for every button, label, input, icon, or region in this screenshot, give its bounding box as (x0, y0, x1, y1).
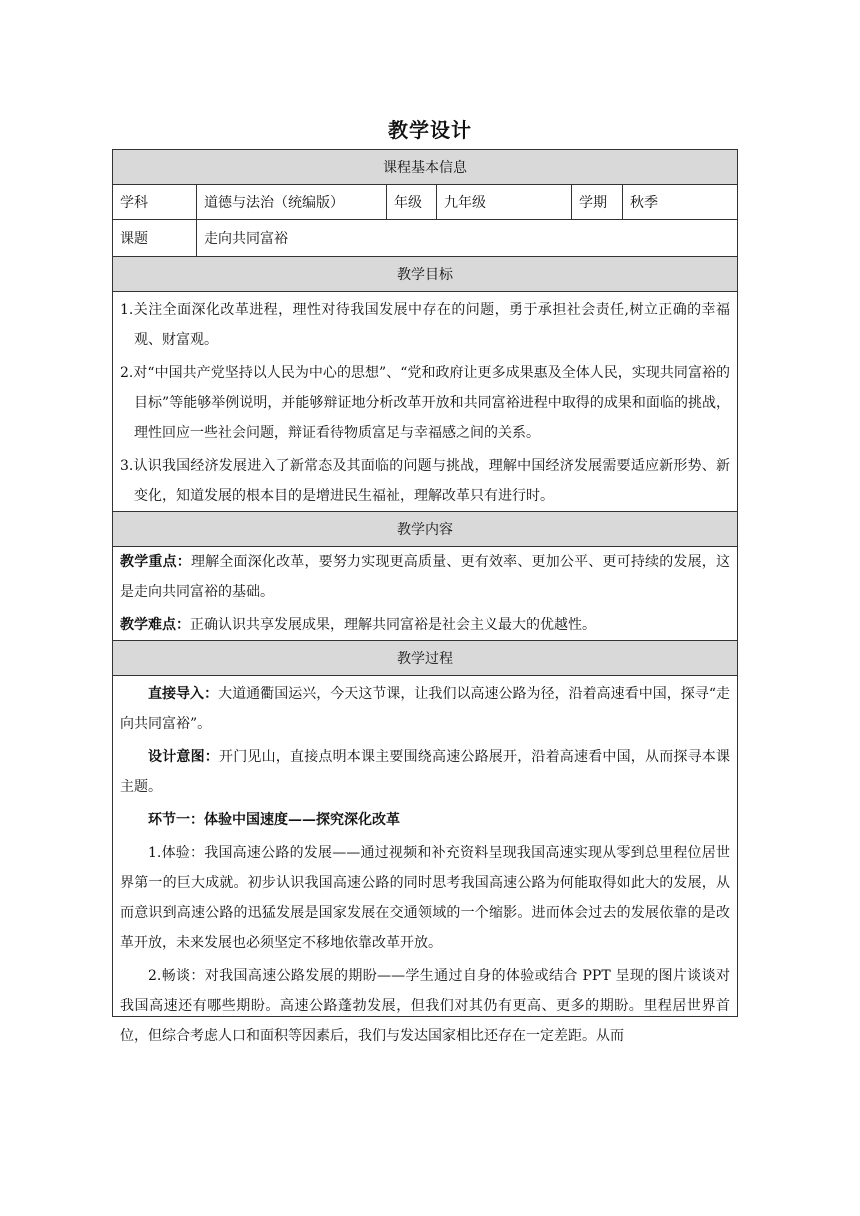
process-header-row (113, 641, 738, 676)
objectives-header: 教学目标 (113, 257, 738, 292)
subject-value: 道德与法治（统编版） (197, 185, 387, 220)
process-header: 教学过程 (113, 641, 738, 676)
process-intro (120, 679, 730, 739)
objectives-cell (113, 292, 738, 512)
intro-text: 大道通衢国运兴，今天这节课，让我们以高速公路为径，沿着高速看中国，探寻“走向共同富裕”。 (120, 686, 731, 732)
subject-label: 学科 (113, 185, 197, 220)
basic-info-header-row (113, 150, 738, 185)
key-point-label: 教学重点： (120, 554, 191, 570)
intent-label: 设计意图： (148, 749, 219, 765)
process-row (113, 676, 738, 1017)
process-intent (120, 742, 730, 802)
topic-value: 走向共同富裕 (197, 220, 738, 257)
step1-title: 环节一：体验中国速度——探究深化改革 (148, 812, 400, 828)
term-label: 学期 (572, 185, 623, 220)
process-content (120, 679, 731, 1044)
content-cell (113, 547, 738, 641)
intent-text: 开门见山，直接点明本课主要围绕高速公路展开，沿着高速看中国，从而探寻本课主题。 (120, 749, 730, 795)
content-row (113, 547, 738, 641)
content-header-row (113, 512, 738, 547)
objectives-row (113, 292, 738, 512)
basic-info-header: 课程基本信息 (113, 150, 738, 185)
topic-label: 课题 (113, 220, 197, 257)
topic-row (113, 220, 738, 257)
term-value: 秋季 (623, 185, 738, 220)
difficulty-text: 正确认识共享发展成果，理解共同富裕是社会主义最大的优越性。 (190, 617, 596, 633)
intro-label: 直接导入： (148, 686, 219, 702)
basic-info-row (113, 185, 738, 220)
objective-item-1: 1.关注全面深化改革进程，理性对待我国发展中存在的问题，勇于承担社会责任,树立正确的幸福观、财富观。 (120, 302, 730, 348)
objective-item-2: 2.对“中国共产党坚持以人民为中心的思想”、“党和政府让更多成果惠及全体人民，实现共同富裕的目标”等能够举例说明，并能够辩证地分析改革开放和共同富裕进程中取得的成果和面临的挑战，理性回应一些社会问题，辩证看待物质富足与幸福感之间的关系。 (120, 365, 730, 441)
grade-value: 九年级 (437, 185, 572, 220)
key-point (120, 547, 730, 607)
document-title: 教学设计 (388, 118, 472, 142)
difficulty-label: 教学难点： (120, 617, 190, 633)
step1-paragraph-1: 1.体验：我国高速公路的发展——通过视频和补充资料呈现我国高速实现从零到总里程位居世界第一的巨大成就。初步认识我国高速公路的同时思考我国高速公路为何能取得如此大的发展，从而意识到高速公路的迅猛发展是国家发展在交通领域的一个缩影。进而体会过去的发展依靠的是改革开放，未来发展也必须坚定不移地依靠改革开放。 (120, 845, 730, 951)
content-header: 教学内容 (113, 512, 738, 547)
step1-paragraph-2: 2.畅谈：对我国高速公路发展的期盼——学生通过自身的体验或结合 PPT 呈现的图片谈谈对我国高速还有哪些期盼。高速公路蓬勃发展，但我们对其仍有更高、更多的期盼。里程居世界首位，但综合考虑人口和面积等因素后，我们与发达国家相比还存在一定差距。从而 (120, 968, 730, 1044)
lesson-plan-table (112, 149, 738, 1044)
process-cell (113, 676, 738, 1044)
key-point-text: 理解全面深化改革，要努力实现更高质量、更有效率、更加公平、更可持续的发展，这是走向共同富裕的基础。 (120, 554, 730, 600)
difficulty-point (120, 610, 730, 640)
grade-label: 年级 (387, 185, 437, 220)
objectives-header-row (113, 257, 738, 292)
objective-item-3: 3.认识我国经济发展进入了新常态及其面临的问题与挑战，理解中国经济发展需要适应新形势、新变化，知道发展的根本目的是增进民生福祉，理解改革只有进行时。 (120, 458, 730, 504)
